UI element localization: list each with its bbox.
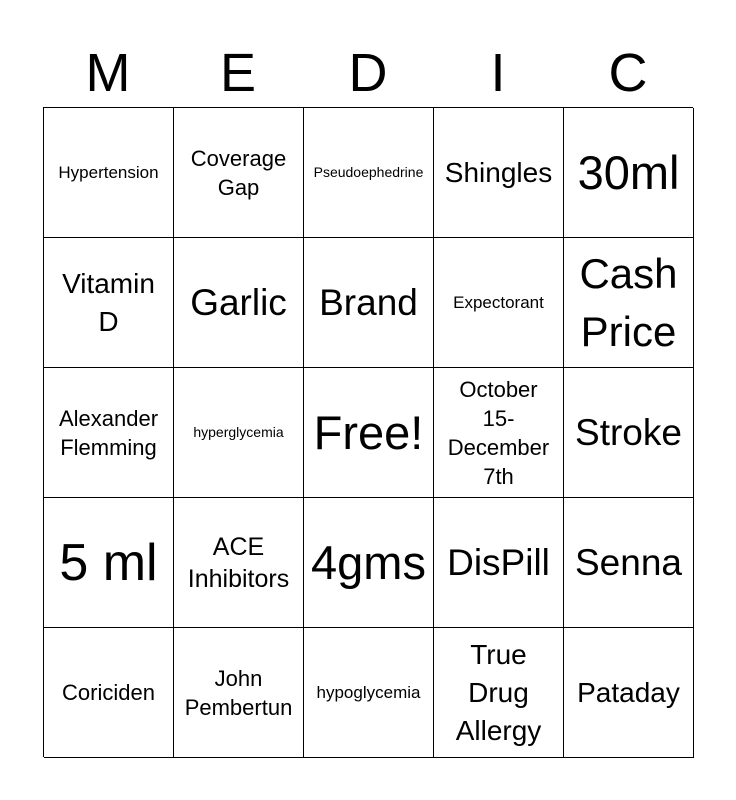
cell-text: ACE Inhibitors: [187, 532, 290, 593]
cell-text: Coriciden: [62, 680, 155, 705]
cell-text: Alexander Flemming: [58, 405, 159, 460]
cell-text: Pataday: [577, 676, 680, 708]
bingo-cell[interactable]: [434, 368, 564, 498]
bingo-cell[interactable]: [304, 628, 434, 758]
free-space-label: Free!: [313, 405, 424, 459]
cell-text: Brand: [319, 281, 418, 323]
bingo-cell[interactable]: [304, 108, 434, 238]
cell-text: Expectorant: [453, 292, 544, 312]
cell-text: Senna: [575, 541, 682, 583]
cell-text: Cash Price: [579, 249, 678, 355]
cell-text: Shingles: [444, 156, 553, 188]
cell-text: Coverage Gap: [190, 145, 287, 200]
bingo-cell[interactable]: [564, 628, 694, 758]
header-letter-e: E: [219, 43, 257, 103]
cell-text: hyperglycemia: [193, 424, 284, 440]
cell-text: Garlic: [190, 281, 287, 323]
cell-text: True Drug Allergy: [455, 638, 542, 746]
cell-text: 5 ml: [59, 533, 158, 592]
bingo-cell[interactable]: [174, 368, 304, 498]
bingo-cell[interactable]: [434, 498, 564, 628]
bingo-cell[interactable]: [434, 238, 564, 368]
bingo-cell[interactable]: [44, 108, 174, 238]
bingo-header: [43, 40, 693, 106]
bingo-cell[interactable]: [564, 498, 694, 628]
bingo-cell[interactable]: [564, 238, 694, 368]
header-letter-m: M: [85, 43, 131, 103]
bingo-cell[interactable]: [174, 238, 304, 368]
bingo-cell[interactable]: [304, 238, 434, 368]
bingo-cell[interactable]: [174, 498, 304, 628]
cell-text: hypoglycemia: [316, 682, 421, 702]
bingo-cell[interactable]: [564, 368, 694, 498]
cell-text: Vitamin D: [62, 267, 155, 337]
cell-text: DisPill: [447, 541, 550, 583]
bingo-cell[interactable]: [44, 498, 174, 628]
cell-text: Stroke: [575, 411, 682, 453]
cell-text: Pseudoephedrine: [313, 164, 424, 180]
bingo-cell[interactable]: [304, 498, 434, 628]
cell-text: Hypertension: [58, 162, 159, 182]
cell-text: 30ml: [577, 145, 680, 199]
bingo-cell[interactable]: [434, 108, 564, 238]
bingo-cell[interactable]: [564, 108, 694, 238]
bingo-cell[interactable]: [44, 238, 174, 368]
bingo-cell[interactable]: [44, 628, 174, 758]
cell-text: 4gms: [311, 535, 426, 589]
cell-text: October 15- December 7th: [447, 376, 550, 489]
bingo-cell[interactable]: [174, 628, 304, 758]
bingo-cell[interactable]: [44, 368, 174, 498]
bingo-cell[interactable]: [434, 628, 564, 758]
free-space-cell[interactable]: [304, 368, 434, 498]
header-letter-i: I: [490, 43, 506, 103]
bingo-cell[interactable]: [174, 108, 304, 238]
header-letter-c: C: [608, 43, 648, 103]
header-letter-d: D: [348, 43, 388, 103]
bingo-grid: [43, 107, 693, 757]
cell-text: John Pembertun: [184, 665, 293, 720]
